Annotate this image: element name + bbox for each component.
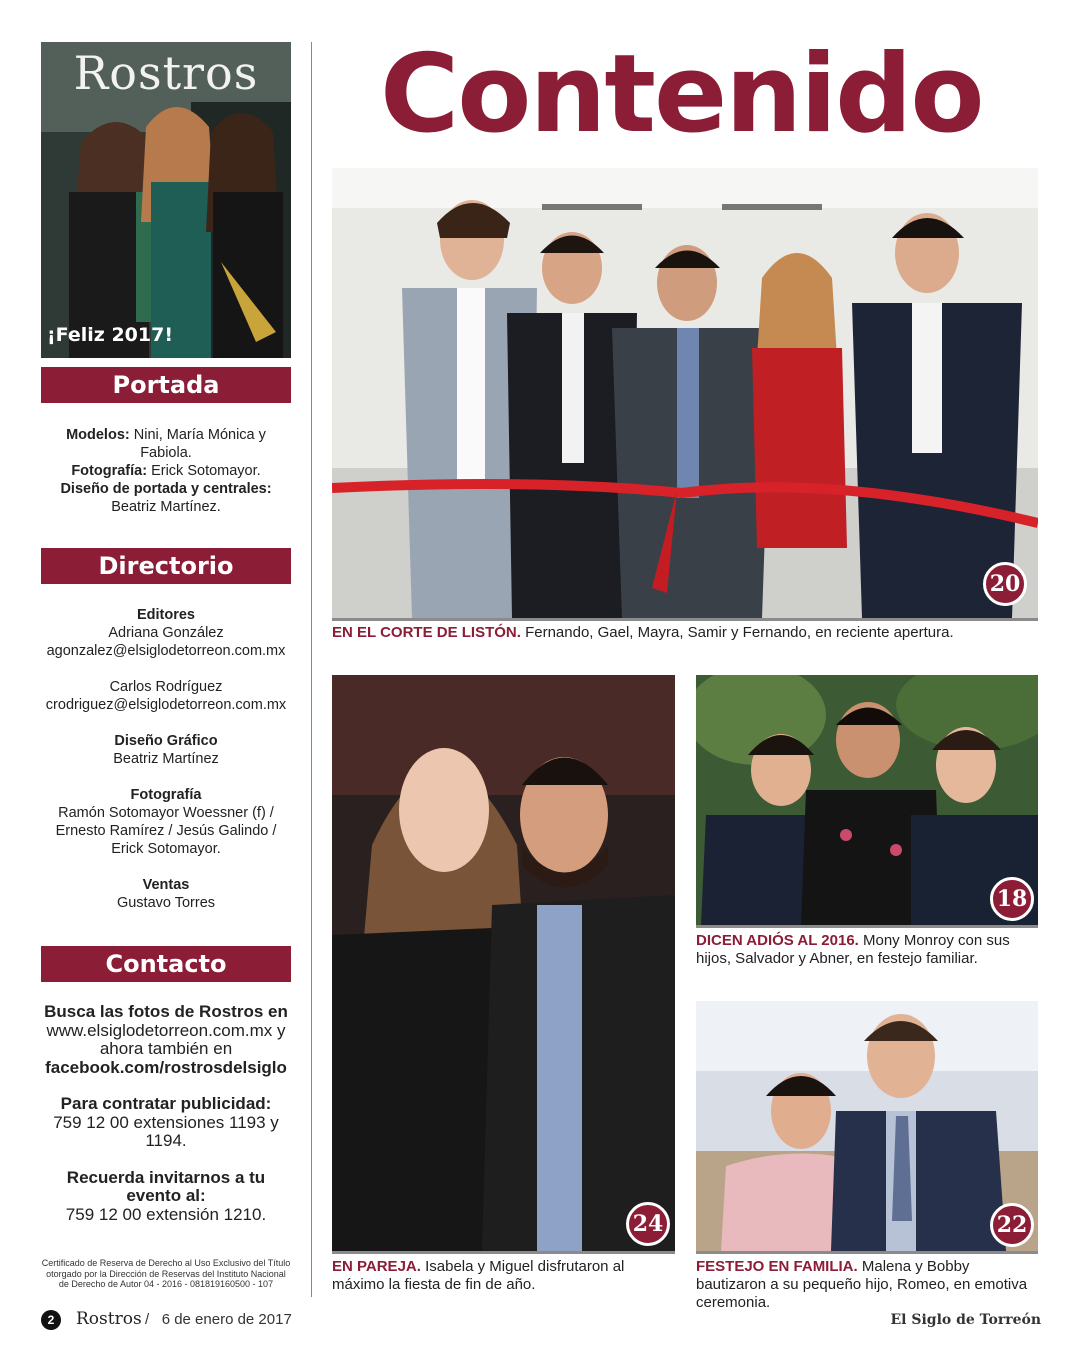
caption-text: Malena y Bobby bautizaron a su pequeño hijo, Romeo, en emotiva ceremonia. — [696, 1258, 1028, 1311]
footer-date-text: 6 de enero de 2017 — [161, 1311, 292, 1328]
caption-rule — [332, 1251, 675, 1254]
caption-text: Mony Monroy con sus hijos, Salvador y Abner, en festejo familiar. — [696, 932, 1010, 967]
story-photo-couple[interactable] — [332, 675, 675, 1251]
directorio-list — [41, 606, 291, 912]
portada-header: Portada — [41, 367, 291, 403]
photo-value: Erick Sotomayor. — [151, 463, 261, 479]
editor-name: Adriana González — [108, 625, 224, 641]
legal-notice: Certificado de Reserva de Derecho al Uso Exclusivo del Título otorgado por la Dirección de Reservas del Instituto Nacional de Derecho de Autor 04 - 2016 - 081819160500 - 107 — [41, 1258, 291, 1289]
caption-text: Fernando, Gael, Mayra, Samir y Fernando, en reciente apertura. — [525, 624, 954, 641]
graphic-design-name: Beatriz Martínez — [113, 751, 219, 767]
baptism-photo-illustration — [696, 1001, 1038, 1251]
editor-email: agonzalez@elsiglodetorreon.com.mx — [46, 643, 286, 659]
footer-separator: / — [145, 1311, 150, 1328]
models-label: Modelos: — [66, 427, 130, 443]
cover-tagline: ¡Feliz 2017! — [47, 324, 174, 346]
family-photo-illustration — [696, 675, 1038, 925]
story-photo-family-2016[interactable] — [696, 675, 1038, 925]
page-badge: 22 — [990, 1203, 1034, 1247]
editor-email: crodriguez@elsiglodetorreon.com.mx — [45, 697, 287, 713]
photography-names: Ramón Sotomayor Woessner (f) / — [58, 805, 274, 821]
editors-label: Editores — [136, 607, 195, 623]
caption-kicker: EN PAREJA. — [332, 1258, 421, 1275]
page-badge: 20 — [983, 562, 1027, 606]
invite-label: Recuerda invitarnos a tu evento al: — [66, 1167, 266, 1205]
story-caption-ribbon — [332, 624, 1038, 642]
story-photo-baptism[interactable] — [696, 1001, 1038, 1251]
photo-label: Fotografía: — [71, 463, 148, 479]
cover-design-label: Diseño de portada y centrales: — [60, 481, 272, 497]
page-footer — [41, 1310, 1041, 1334]
photography-names: Ernesto Ramírez / Jesús Galindo / — [55, 823, 277, 839]
ads-phone: 759 12 00 extensiones 1193 y 1194. — [53, 1112, 279, 1150]
page-badge: 24 — [626, 1202, 670, 1246]
sales-label: Ventas — [142, 877, 190, 893]
footer-magazine: Rostros — [76, 1309, 142, 1329]
footer-date — [145, 1311, 292, 1328]
ribbon-photo-illustration — [332, 168, 1038, 618]
contacto-body — [41, 1003, 291, 1242]
column-divider — [311, 42, 312, 1297]
story-caption-family-2016 — [696, 932, 1040, 968]
page-title: Contenido — [380, 32, 983, 157]
directorio-header: Directorio — [41, 548, 291, 584]
graphic-design-label: Diseño Gráfico — [114, 733, 218, 749]
models-value: Nini, María Mónica y Fabiola. — [133, 427, 266, 461]
portada-credits — [41, 426, 291, 516]
caption-rule — [332, 618, 1038, 621]
caption-kicker: DICEN ADIÓS AL 2016. — [696, 932, 859, 949]
cover-masthead: Rostros — [73, 46, 259, 100]
caption-kicker: FESTEJO EN FAMILIA. — [696, 1258, 858, 1275]
footer-publisher: El Siglo de Torreón — [890, 1312, 1041, 1328]
page-badge: 18 — [990, 877, 1034, 921]
page-number: 2 — [41, 1310, 61, 1330]
couple-photo-illustration — [332, 675, 675, 1251]
search-label: Busca las fotos de Rostros en — [44, 1002, 288, 1021]
story-photo-ribbon[interactable] — [332, 168, 1038, 618]
ads-label: Para contratar publicidad: — [60, 1094, 272, 1113]
contacto-header: Contacto — [41, 946, 291, 982]
story-caption-couple — [332, 1258, 677, 1294]
invite-phone: 759 12 00 extensión 1210. — [65, 1204, 267, 1224]
caption-kicker: EN EL CORTE DE LISTÓN. — [332, 624, 521, 641]
photography-label: Fotografía — [130, 787, 202, 803]
sales-name: Gustavo Torres — [116, 895, 216, 911]
caption-rule — [696, 1251, 1038, 1254]
editor-name: Carlos Rodríguez — [109, 679, 223, 695]
website-text: www.elsiglodetorreon.com.mx y ahora también en — [46, 1020, 286, 1058]
caption-text: Isabela y Miguel disfrutaron al máximo la fiesta de fin de año. — [332, 1258, 625, 1293]
caption-rule — [696, 925, 1038, 928]
story-caption-baptism — [696, 1258, 1040, 1312]
photography-names: Erick Sotomayor. — [111, 841, 221, 857]
facebook-link[interactable]: facebook.com/rostrosdelsiglo — [45, 1057, 287, 1077]
cover-design-value: Beatriz Martínez. — [111, 499, 221, 515]
cover-image — [41, 42, 291, 358]
